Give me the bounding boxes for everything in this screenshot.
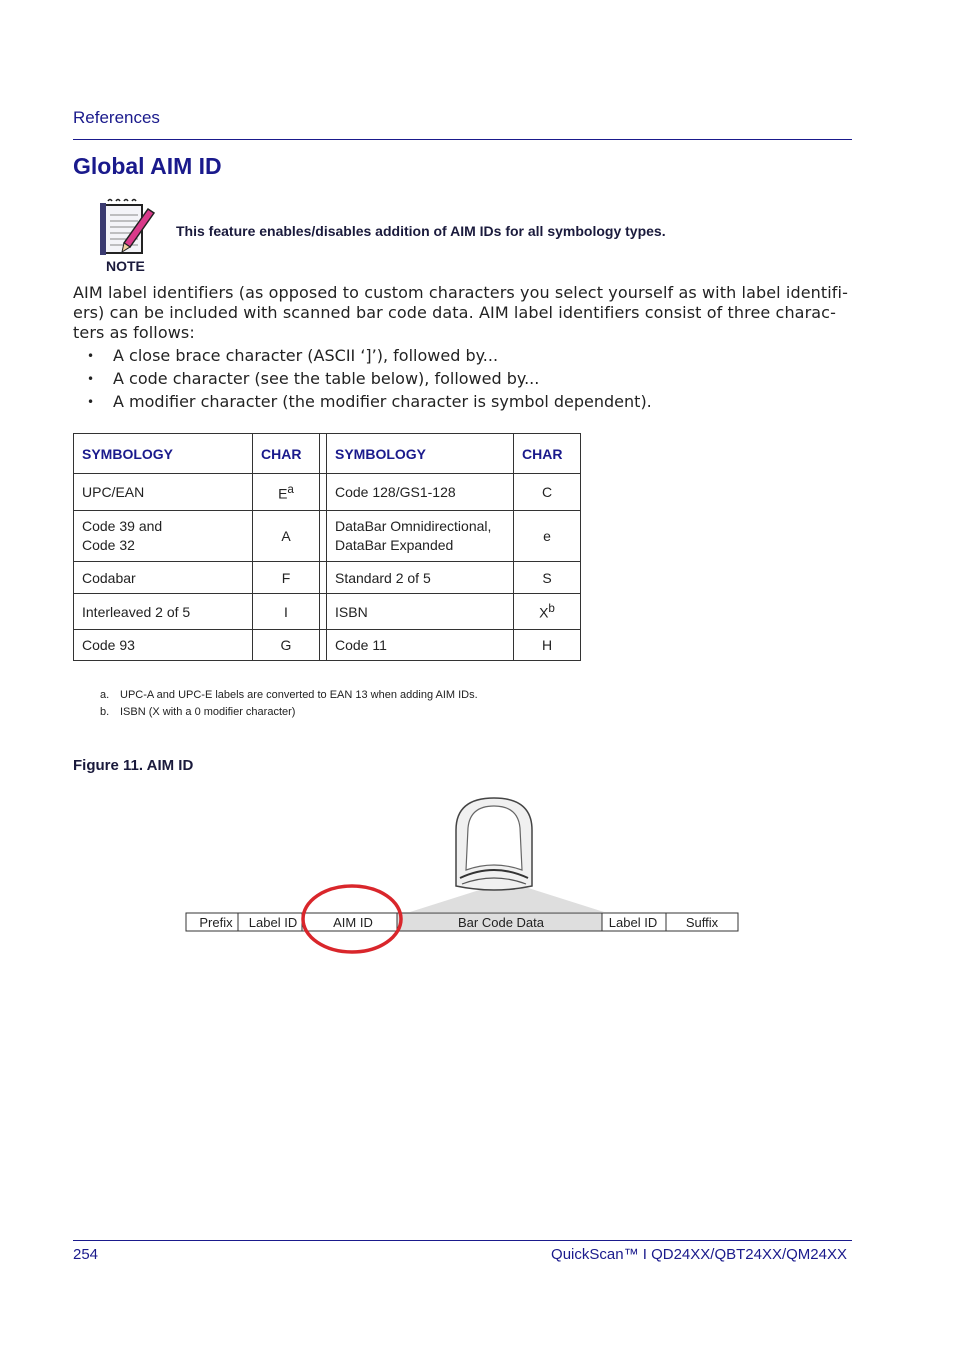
footnote: a. UPC-A and UPC-E labels are converted to EAN 13 when adding AIM IDs.: [100, 689, 478, 701]
list-item: • A modifier character (the modifier character is symbol dependent).: [87, 392, 652, 411]
intro-paragraph: AIM label identifiers (as opposed to custom characters you select yourself as with label identifi-ers) can be included with scanned bar code data. AIM label identifiers consist of three charac-ters as follows:: [73, 283, 848, 342]
col-symbology: SYMBOLOGY: [74, 434, 253, 474]
cell-symbology: Standard 2 of 5: [327, 562, 514, 594]
field-label-id-2: Label ID: [608, 915, 658, 930]
table-row: [74, 594, 581, 630]
bullet-list: [73, 346, 652, 415]
col-char: CHAR: [253, 434, 320, 474]
page-title: Global AIM ID: [73, 153, 222, 179]
cell-symbology: Code 11: [327, 630, 514, 661]
table-row: [74, 562, 581, 594]
cell-char: H: [514, 630, 581, 661]
field-bar-code-data: Bar Code Data: [458, 915, 544, 930]
table-row: [74, 511, 581, 562]
cell-symbology: DataBar Omnidirectional, DataBar Expanded: [327, 511, 514, 562]
cell-gap: [320, 630, 327, 661]
field-aim-id: AIM ID: [333, 915, 373, 930]
cell-char: A: [253, 511, 320, 562]
cell-symbology: Code 128/GS1-128: [327, 474, 514, 511]
section-header[interactable]: References: [73, 108, 160, 127]
cell-symbology: UPC/EAN: [74, 474, 253, 511]
table-row: [74, 474, 581, 511]
cell-gap: [320, 474, 327, 511]
col-char-2: CHAR: [514, 434, 581, 474]
cell-gap: [320, 562, 327, 594]
list-item: • A close brace character (ASCII ‘]’), followed by...: [87, 346, 499, 365]
field-suffix: Suffix: [685, 915, 719, 930]
scanner-icon: [456, 798, 532, 890]
list-item: • A code character (see the table below), followed by...: [87, 369, 540, 388]
cell-symbology: Code 39 and Code 32: [74, 511, 253, 562]
footnote: b. ISBN (X with a 0 modifier character): [100, 706, 296, 718]
note-text: This feature enables/disables addition of AIM IDs for all symbology types.: [176, 223, 666, 239]
cell-symbology: Code 93: [74, 630, 253, 661]
symbology-table: [73, 433, 581, 661]
cell-gap: [320, 594, 327, 630]
cell-char: $E^a$: [253, 474, 320, 511]
header-rule: [73, 139, 852, 140]
col-symbology-2: SYMBOLOGY: [327, 434, 514, 474]
field-prefix: Prefix: [199, 915, 233, 930]
bullet-text: A code character (see the table below), followed by...: [113, 369, 540, 388]
table-header-row: [74, 434, 581, 474]
cell-char: e: [514, 511, 581, 562]
footnotes: [100, 688, 478, 722]
footer-rule: [73, 1240, 852, 1241]
cell-symbology: Interleaved 2 of 5: [74, 594, 253, 630]
cell-symbology: ISBN: [327, 594, 514, 630]
figure-title: Figure 11. AIM ID: [73, 757, 194, 774]
cell-char: C: [514, 474, 581, 511]
cell-symbology: Codabar: [74, 562, 253, 594]
col-gap: [320, 434, 327, 474]
field-label-id: Label ID: [248, 915, 298, 930]
bullet-text: A close brace character (ASCII ‘]’), followed by...: [113, 346, 499, 365]
cell-char: G: [253, 630, 320, 661]
cell-char: I: [253, 594, 320, 630]
product-name: QuickScan™ I QD24XX/QBT24XX/QM24XX: [551, 1246, 847, 1263]
page-number: 254: [73, 1246, 99, 1263]
note-label: NOTE: [106, 258, 145, 274]
cell-char: $X^b$: [514, 594, 581, 630]
aim-id-diagram: [180, 790, 750, 965]
table-row: [74, 630, 581, 661]
cell-char: S: [514, 562, 581, 594]
cell-char: F: [253, 562, 320, 594]
cell-gap: [320, 511, 327, 562]
bullet-text: A modifier character (the modifier character is symbol dependent).: [113, 392, 652, 411]
